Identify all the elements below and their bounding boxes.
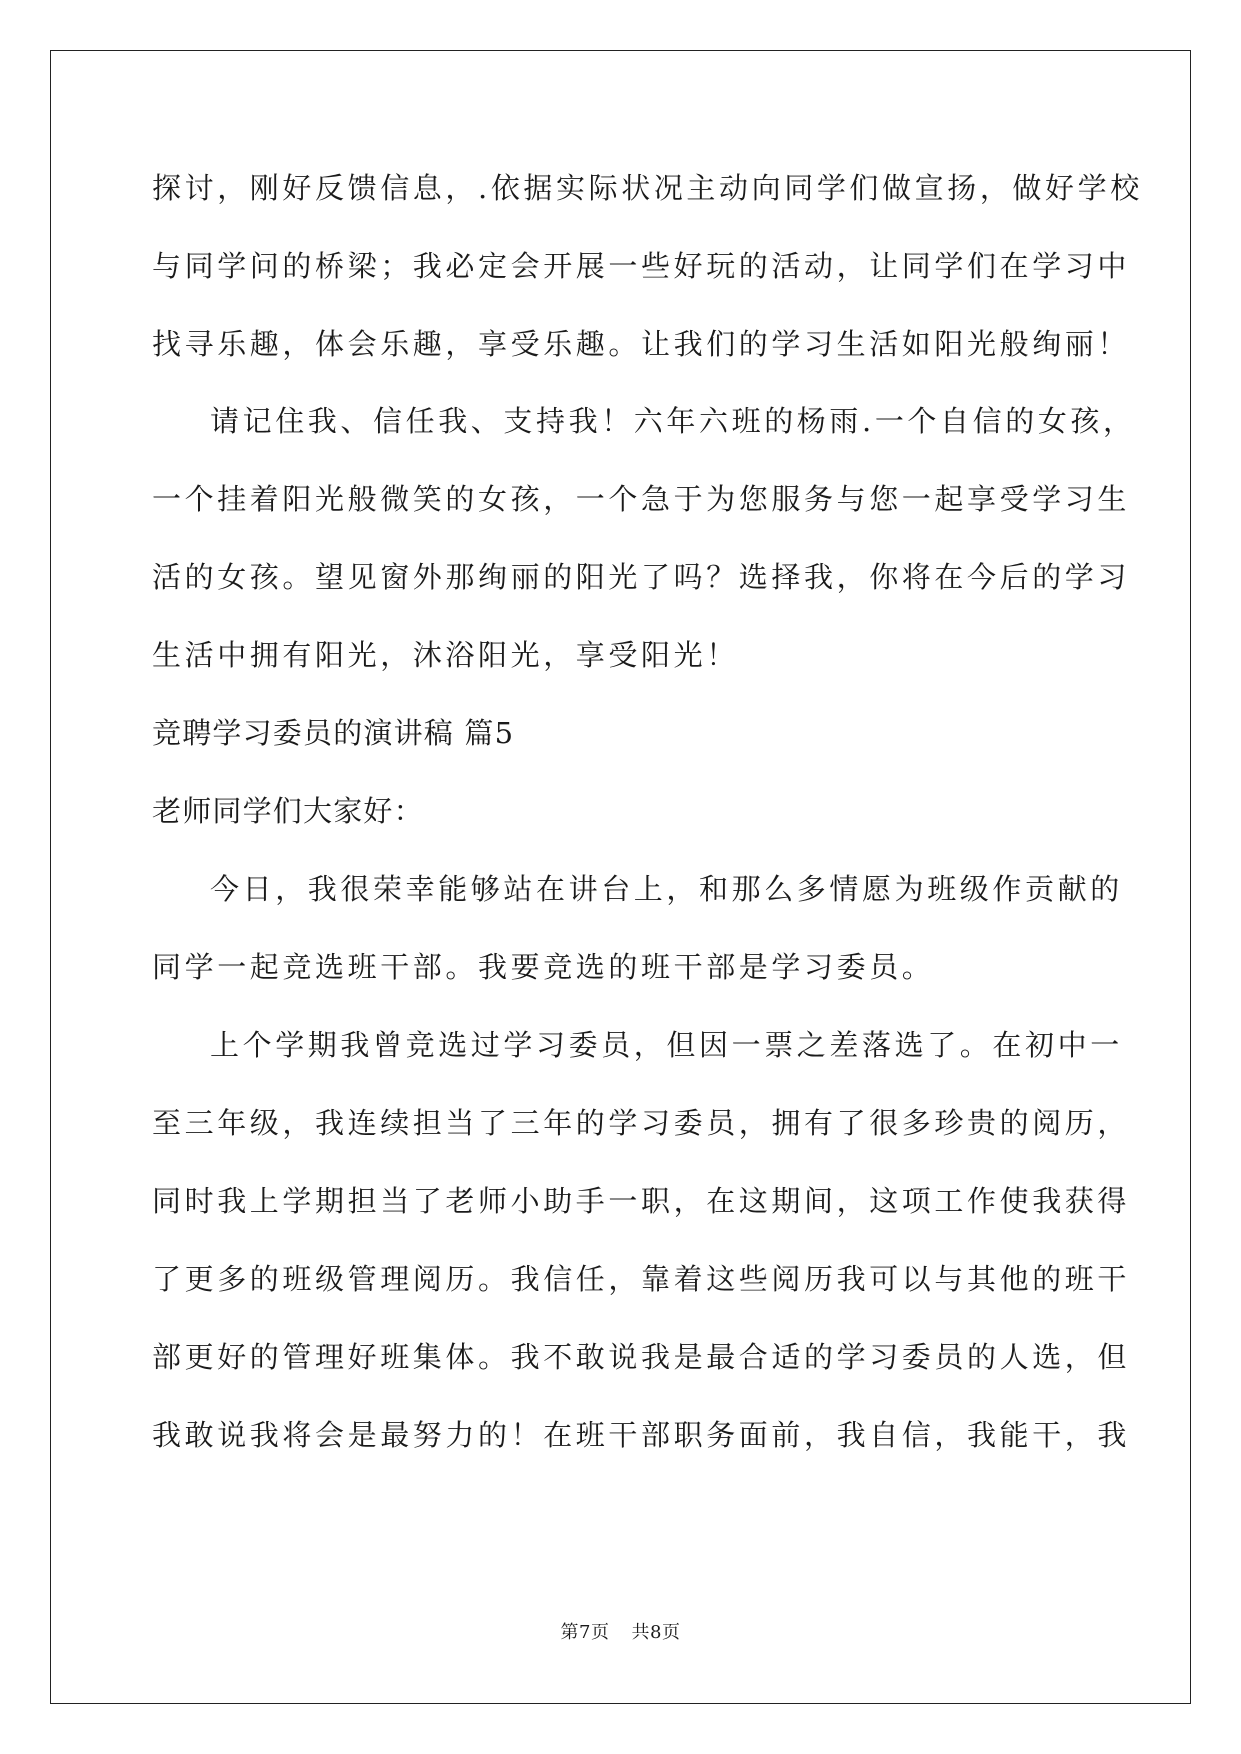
page-footer <box>0 1621 1241 1645</box>
section-heading: 竞聘学习委员的演讲稿 篇5 <box>152 716 515 750</box>
paragraph-line: 与同学问的桥梁；我必定会开展一些好玩的活动，让同学们在学习中 <box>152 249 1131 283</box>
paragraph-line: 探讨，刚好反馈信息，.依据实际状况主动向同学们做宣扬，做好学校 <box>152 171 1143 205</box>
paragraph-line: 同学一起竞选班干部。我要竞选的班干部是学习委员。 <box>152 950 935 984</box>
paragraph-line: 部更好的管理好班集体。我不敢说我是最合适的学习委员的人选，但 <box>152 1340 1131 1374</box>
salutation: 老师同学们大家好： <box>152 794 424 828</box>
total-pages-label: 共8页 <box>631 1622 681 1643</box>
paragraph-line: 了更多的班级管理阅历。我信任，靠着这些阅历我可以与其他的班干 <box>152 1262 1131 1296</box>
paragraph-line: 今日，我很荣幸能够站在讲台上，和那么多情愿为班级作贡献的 <box>210 872 1123 906</box>
paragraph-line: 找寻乐趣，体会乐趣，享受乐趣。让我们的学习生活如阳光般绚丽！ <box>152 327 1131 361</box>
paragraph-line: 一个挂着阳光般微笑的女孩，一个急于为您服务与您一起享受学习生 <box>152 482 1131 516</box>
paragraph-line: 请记住我、信任我、支持我！六年六班的杨雨.一个自信的女孩， <box>210 404 1136 438</box>
current-page-label: 第7页 <box>560 1622 610 1643</box>
paragraph-line: 生活中拥有阳光，沐浴阳光，享受阳光！ <box>152 638 739 672</box>
paragraph-line: 上个学期我曾竞选过学习委员，但因一票之差落选了。在初中一 <box>210 1028 1123 1062</box>
paragraph-line: 至三年级，我连续担当了三年的学习委员，拥有了很多珍贵的阅历， <box>152 1106 1131 1140</box>
paragraph-line: 我敢说我将会是最努力的！在班干部职务面前，我自信，我能干，我 <box>152 1418 1131 1452</box>
paragraph-line: 活的女孩。望见窗外那绚丽的阳光了吗？选择我，你将在今后的学习 <box>152 560 1131 594</box>
paragraph-line: 同时我上学期担当了老师小助手一职，在这期间，这项工作使我获得 <box>152 1184 1131 1218</box>
